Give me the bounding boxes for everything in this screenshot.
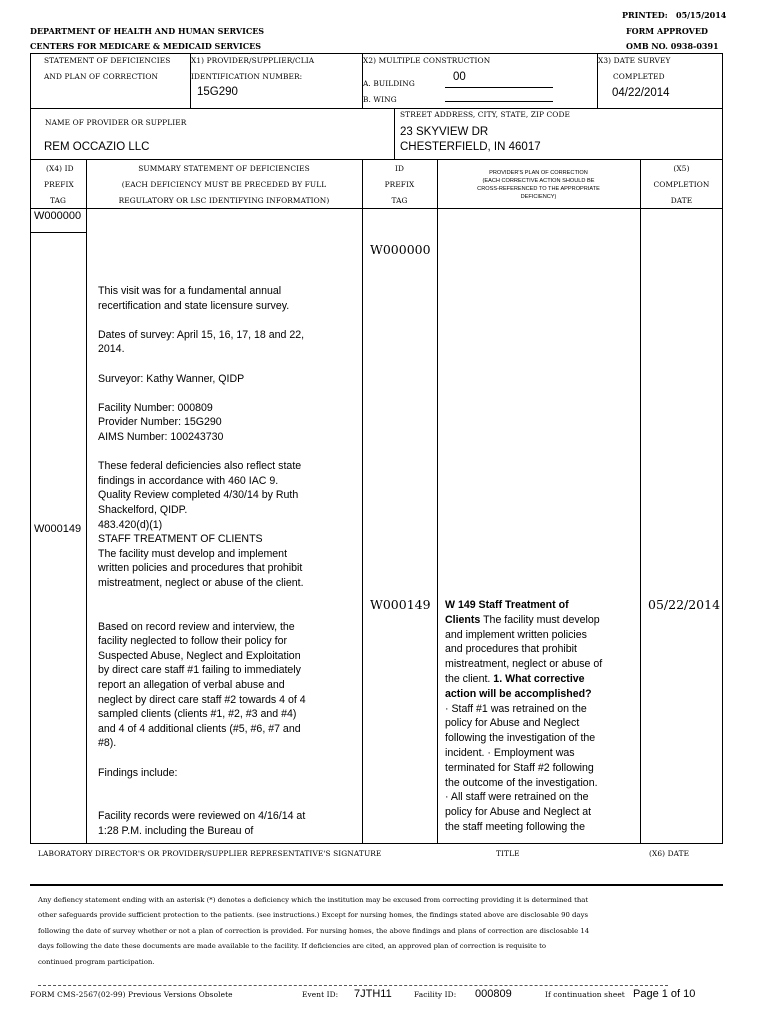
summary-line: 2014. [98, 343, 125, 356]
id-header-1: ID [394, 164, 405, 173]
summary-line [98, 386, 306, 401]
city-state-zip: CHESTERFIELD, IN 46017 [400, 141, 541, 153]
omb-number: OMB NO. 0938-0391 [626, 41, 719, 51]
street-label: STREET ADDRESS, CITY, STATE, ZIP CODE [400, 110, 570, 119]
summary-line: Surveyor: Kathy Wanner, QIDP [98, 372, 245, 385]
plan-header-1: PROVIDER'S PLAN OF CORRECTION [489, 170, 588, 176]
summary-line [98, 751, 306, 766]
plan-line-8: · Staff #1 was retrained on the [445, 702, 587, 715]
building-label: A. BUILDING [363, 79, 415, 88]
summary-line: 1:28 P.M. including the Bureau of [98, 824, 254, 837]
summary-line: Facility Number: 000809 [98, 401, 213, 414]
summary-line: sampled clients (clients #1, #2, #3 and #4) [98, 708, 297, 721]
x5-header-2: COMPLETION [653, 180, 710, 189]
summary-line: written policies and procedures that prohibit [98, 562, 303, 575]
form-number: FORM CMS-2567(02-99) Previous Versions Obsolete [30, 990, 233, 999]
event-id: 7JTH11 [354, 988, 392, 1000]
summary-line: Shackelford, QIDP. [98, 503, 188, 516]
footnote-line: Any defiency statement ending with an asterisk (*) denotes a deficiency which the institution may be excused from correcting providing it is determined that [38, 896, 589, 904]
x5-header-3: DATE [670, 196, 693, 205]
footnote-line: continued program participation. [38, 957, 155, 966]
summary-statement [98, 284, 306, 839]
plan-question-b: action will be accomplished? [445, 687, 592, 700]
summary-header-1: SUMMARY STATEMENT OF DEFICIENCIES [138, 164, 310, 173]
x5-header-1: (X5) [673, 164, 690, 173]
summary-header-3: REGULATORY OR LSC IDENTIFYING INFORMATION) [118, 196, 330, 205]
plan-line-6-start: the client. [445, 672, 494, 685]
plan-header-3: CROSS-REFERENCED TO THE APPROPRIATE [477, 186, 600, 192]
plan-line-4: and procedures that prohibit [445, 643, 577, 656]
provider-name: REM OCCAZIO LLC [44, 141, 150, 153]
summary-line [98, 445, 306, 460]
summary-line: These federal deficiencies also reflect state [98, 460, 302, 473]
signature-divider [30, 884, 723, 886]
statement-label-1: STATEMENT OF DEFICIENCIES [44, 56, 171, 65]
plan-line-5: mistreatment, neglect or abuse of [445, 658, 603, 671]
page-number: Page 1 of 10 [633, 988, 696, 1000]
plan-heading-b: Clients [445, 613, 481, 626]
x4-header-2: PREFIX [44, 180, 74, 189]
printed-label: PRINTED: [622, 10, 668, 20]
x2-label: X2) MULTIPLE CONSTRUCTION [363, 56, 491, 65]
summary-line: neglect by direct care staff #2 towards 4 of 4 [98, 693, 306, 706]
x3-label-1: X3) DATE SURVEY [598, 56, 671, 65]
plan-line-3: and implement written policies [445, 628, 587, 641]
plan-line-2 [445, 613, 602, 628]
plan-line-9: policy for Abuse and Neglect [445, 717, 580, 730]
footnote [38, 893, 589, 970]
plan-line-2-rest: The facility must develop [480, 613, 600, 626]
summary-line: AIMS Number: 100243730 [98, 430, 224, 443]
footnote-line: other safeguards provide sufficient protection to the patients. (see instructions.) Except for nursing homes, the findings stated above are disclosable 90 days [38, 911, 589, 920]
summary-line: #8). [98, 737, 117, 750]
summary-line [98, 605, 306, 620]
summary-line: Based on record review and interview, the [98, 620, 295, 633]
summary-line: The facility must develop and implement [98, 547, 288, 560]
summary-header-2: (EACH DEFICIENCY MUST BE PRECEDED BY FULL [121, 180, 327, 189]
summary-line: findings in accordance with 460 IAC 9. [98, 474, 279, 487]
summary-line: Findings include: [98, 766, 178, 779]
event-id-label: Event ID: [302, 990, 339, 999]
plan-line-12: terminated for Staff #2 following [445, 761, 594, 774]
summary-line: mistreatment, neglect or abuse of the client. [98, 576, 304, 589]
statement-label-2: AND PLAN OF CORRECTION [44, 72, 159, 81]
plan-line-16: the staff meeting following the [445, 820, 585, 833]
plan-header-4: DEFICIENCY) [520, 194, 557, 200]
printed-date: 05/15/2014 [676, 10, 727, 20]
plan-tag-w000000: W000000 [370, 242, 431, 257]
plan-line-14: · All staff were retrained on the [445, 791, 589, 804]
plan-line-15: policy for Abuse and Neglect at [445, 806, 592, 819]
id-header-2: PREFIX [384, 180, 415, 189]
summary-line: and 4 of 4 additional clients (#5, #6, #7 and [98, 722, 301, 735]
summary-line: Dates of survey: April 15, 16, 17, 18 and 22, [98, 328, 305, 341]
title-label: TITLE [496, 849, 520, 858]
summary-line: Facility records were reviewed on 4/16/14 at [98, 810, 306, 823]
clia-number: 15G290 [197, 86, 238, 98]
x3-label-2: COMPLETED [613, 72, 665, 81]
x1-label-1: X1) PROVIDER/SUPPLIER/CLIA [191, 56, 315, 65]
plan-line-10: following the investigation of the [445, 732, 596, 745]
summary-line: report an allegation of verbal abuse and [98, 679, 285, 692]
x1-label-2: IDENTIFICATION NUMBER: [191, 72, 303, 81]
footnote-line: days following the date these documents are made available to the facility. If deficiencies are cited, an approved plan of correction is requisite to [38, 942, 547, 951]
survey-completed-date: 04/22/2014 [612, 87, 670, 99]
summary-line: Suspected Abuse, Neglect and Exploitation [98, 649, 301, 662]
plan-question-a: 1. What corrective [493, 672, 585, 685]
facility-id-label: Facility ID: [414, 990, 457, 999]
plan-line-11: incident. · Employment was [445, 746, 575, 759]
summary-line: 483.420(d)(1) [98, 518, 163, 531]
department-name: DEPARTMENT OF HEALTH AND HUMAN SERVICES [30, 26, 265, 36]
footnote-line: following the date of survey whether or not a plan of correction is provided. For nursing homes, the above findings and plans of correction are disclosable 14 [38, 926, 590, 935]
prefix-tag-w000149: W000149 [34, 523, 82, 535]
summary-line: Provider Number: 15G290 [98, 416, 222, 429]
plan-line-1 [445, 598, 602, 613]
facility-id: 000809 [475, 988, 512, 1000]
summary-line: Quality Review completed 4/30/14 by Ruth [98, 489, 299, 502]
plan-line-6 [445, 672, 602, 687]
summary-line [98, 780, 306, 795]
plan-heading-a: W 149 Staff Treatment of [445, 599, 569, 611]
wing-label: B. WING [363, 95, 397, 104]
building-value: 00 [453, 71, 466, 83]
plan-line-7 [445, 687, 602, 702]
summary-line: This visit was for a fundamental annual [98, 285, 282, 297]
id-header-3: TAG [391, 196, 408, 205]
x4-header-3: TAG [50, 196, 67, 205]
plan-tag-w000149: W000149 [370, 597, 431, 612]
summary-line [98, 313, 306, 328]
prefix-tag-w000000: W000000 [34, 210, 82, 222]
x4-header-1: (X4) ID [46, 164, 74, 173]
street-address: 23 SKYVIEW DR [400, 126, 489, 138]
director-signature-label: LABORATORY DIRECTOR'S OR PROVIDER/SUPPLIER REPRESENTATIVE'S SIGNATURE [38, 849, 382, 858]
plan-of-correction [445, 598, 602, 835]
summary-line: facility neglected to follow their policy for [98, 635, 288, 648]
provider-label: NAME OF PROVIDER OR SUPPLIER [45, 118, 187, 127]
summary-line: by direct care staff #1 failing to immediately [98, 664, 301, 677]
footnote-divider [38, 985, 668, 986]
summary-line [98, 357, 306, 372]
summary-line [98, 590, 306, 605]
plan-line-13: the outcome of the investigation. [445, 776, 598, 789]
summary-line [98, 795, 306, 810]
centers-name: CENTERS FOR MEDICARE & MEDICAID SERVICES [30, 41, 261, 51]
completion-date: 05/22/2014 [648, 597, 721, 612]
x6-date-label: (X6) DATE [649, 849, 690, 858]
summary-line: STAFF TREATMENT OF CLIENTS [98, 533, 263, 546]
continuation-label: If continuation sheet [545, 990, 625, 999]
summary-line: recertification and state licensure survey. [98, 299, 290, 312]
plan-header-2: (EACH CORRECTIVE ACTION SHOULD BE [482, 178, 595, 184]
form-approved: FORM APPROVED [626, 26, 708, 36]
